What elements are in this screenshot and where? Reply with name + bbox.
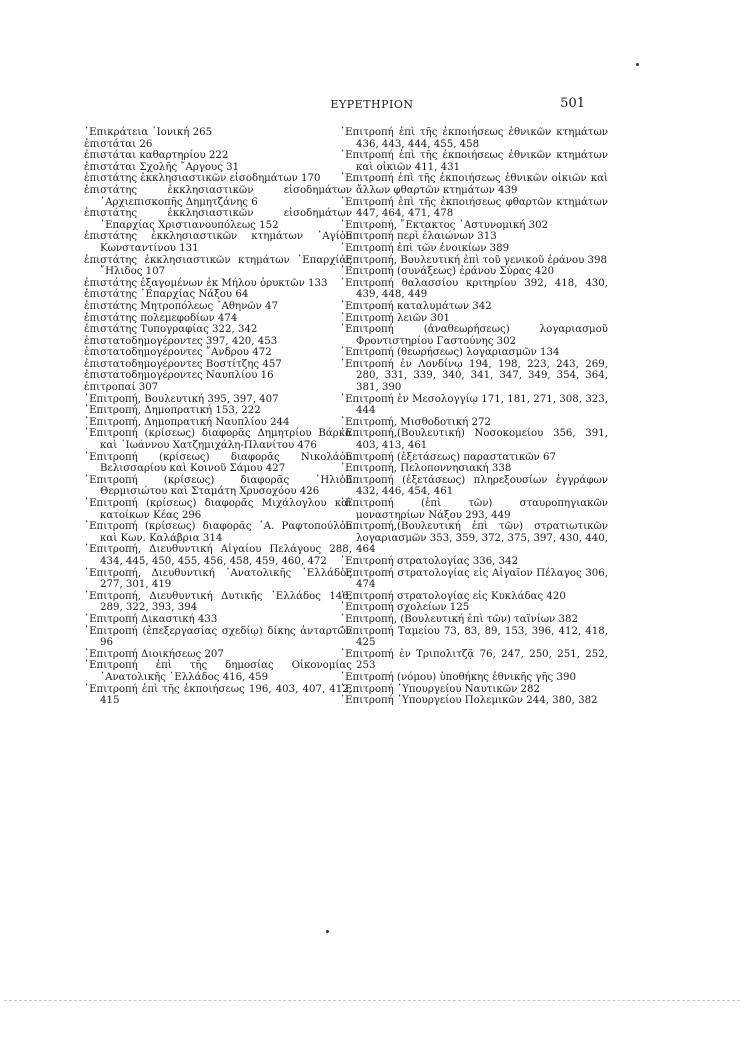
index-entry: ᾿Επιτροπή (θεωρήσεως) λογαριασμῶν 134	[340, 347, 560, 359]
index-entry: ᾿Επιτροπή, Πελοποννησιακή 338	[340, 463, 512, 475]
index-entry: ἐπιστατοδημογέροντες ῎Ανδρου 472	[84, 347, 272, 359]
index-entry: ᾿Επιτροπή Ταμείου 73, 83, 89, 153, 396, 412, 418, 425	[340, 625, 608, 649]
index-entry: ἐπιστάτης Τυπογραφίας 322, 342	[84, 324, 258, 336]
index-entry: ᾿Επιτροπή σχολείων 125	[340, 602, 470, 614]
index-entry: ἐπιστάται Σχολῆς ῎Αργους 31	[84, 161, 240, 173]
index-entry: ᾿Επιτροπή, Δημοπρατική Ναυπλίου 244	[84, 416, 290, 428]
index-entry: ᾿Επιτροπή,(Βουλευτική) Νοσοκομείου 356, 391, 403, 413, 461	[340, 428, 608, 452]
index-entry: ἐπιστάτης ἐκκλησιαστικῶν εἰσοδημάτων ᾿Επαρχίας Χριστιανουπόλεως 152	[84, 208, 352, 231]
index-entry: ᾿Επιτροπή, Διευθυντική Αἰγαίου Πελάγους 288, 434, 445, 450, 455, 456, 458, 459, 460, 472	[84, 544, 352, 567]
index-entry: ᾿Επιτροπή ῾Υπουργείου Πολεμικῶν 244, 380, 382	[340, 695, 598, 707]
index-entry: ᾿Επιτροπή (κρίσεως) διαφορᾶς Δημητρίου Βάρκα καὶ ᾿Ιωάννου Χατζημιχάλη-Πλανίτου 476	[84, 428, 352, 452]
index-entry: ᾿Επιτροπή ἐν Λονδίνῳ 194, 198, 223, 243, 269, 280, 331, 339, 340, 341, 347, 349, 354, 364, 381, 390	[340, 358, 608, 394]
index-entry: ᾿Επιτροπή, Διευθυντική ᾿Ανατολικῆς ῾Ελλάδος 277, 301, 419	[84, 567, 352, 591]
index-entry: ᾿Επιτροπή, Μισθοδοτική 272	[340, 416, 491, 428]
index-entry: ἐπιστάται 26	[84, 138, 153, 150]
index-entry: ἐπιστάτης ἐκκλησιαστικῶν κτημάτων ᾿Επαρχίας ῎Ηλιδος 107	[84, 254, 352, 278]
index-entry: ᾿Επιτροπή (κρίσεως) διαφορᾶς Μιχάλογλου καὶ κατοίκων Κέας 296	[84, 498, 352, 521]
index-entry: ᾿Επιτροπή (κρίσεως) διαφορᾶς Νικολάου Βελισσαρίου καὶ Κοινοῦ Σάμου 427	[84, 451, 352, 475]
page-header	[0, 96, 744, 116]
index-entry: ᾿Επιτροπή ἐπὶ τῆς δημοσίας Οἰκονομίας ᾿Ανατολικῆς ῾Ελλάδος 416, 459	[84, 660, 352, 683]
index-entry: ᾿Επιτροπή Διοικήσεως 207	[84, 648, 224, 660]
index-entry: ᾿Επιτροπή καταλυμάτων 342	[340, 300, 492, 312]
scan-edge-line	[4, 1000, 740, 1001]
index-entry: ᾿Επιτροπή, Βουλευτική 395, 397, 407	[84, 393, 279, 405]
index-entry: ἐπιτροπαί 307	[84, 382, 159, 394]
index-entry: ᾿Επιτροπή (νόμου) ὑποθήκης ἐθνικῆς γῆς 390	[340, 671, 576, 683]
index-entry: ἐπιστάτης ἐξαγομένων ἐκ Μήλου ὀρυκτῶν 133	[84, 277, 328, 289]
index-entry: ᾿Επιτροπή (ἀναθεωρήσεως) λογαριασμοῦ Φροντιστηρίου Γαστούνης 302	[340, 324, 608, 347]
index-entry: ἐπιστάτης ᾿Επαρχίας Νάξου 64	[84, 289, 249, 301]
page-number: 501	[560, 96, 585, 111]
index-entry: ᾿Επιτροπή (ἐπεξεργασίας σχεδίῳ) δίκης ἀνταρτῶν 96	[84, 625, 352, 649]
index-entry: ᾿Επιτροπή ἐπὶ τῆς ἐκποιήσεως ἐθνικῶν οἰκιῶν καὶ ἄλλων φθαρτῶν κτημάτων 439	[340, 173, 608, 196]
index-entry: ᾿Επιτροπή (ἐπὶ τῶν) σταυροπηγιακῶν μοναστηρίων Νάξου 293, 449	[340, 498, 608, 521]
index-entry: ἐπιστάτης Μητροπόλεως ᾿Αθηνῶν 47	[84, 300, 279, 312]
speck-mark	[326, 930, 329, 933]
index-entry: ᾿Επιτροπή, Διευθυντική Δυτικῆς ῾Ελλάδος 146, 289, 322, 393, 394	[84, 590, 352, 614]
index-entry: ᾿Επιτροπή (ἐξετάσεως) πληρεξουσίων ἐγγράφων 432, 446, 454, 461	[340, 474, 608, 498]
left-index-column	[84, 127, 352, 707]
index-entry: ἐπιστάτης ἐκκλησιαστικῶν εἰσοδημάτων 170	[84, 173, 321, 185]
index-entry: ᾿Επιτροπή, Βουλευτική ἐπὶ τοῦ γενικοῦ ἐράνου 398	[340, 254, 607, 266]
index-entry: ᾿Επιτροπή Δικαστική 433	[84, 613, 218, 625]
index-entry: ἐπιστατοδημογέροντες Ναυπλίου 16	[84, 370, 274, 382]
index-entry: ἐπιστατοδημογέροντες Βοστίτζης 457	[84, 358, 282, 370]
index-entry: ᾿Επιτροπή λειῶν 301	[340, 312, 450, 324]
index-entry: ᾿Επιτροπή ἐπὶ τῆς ἐκποιήσεως ἐθνικῶν κτημάτων καὶ οἰκιῶν 411, 431	[340, 150, 608, 173]
index-entry: ᾿Επικράτεια ᾿Ιονική 265	[84, 127, 213, 138]
index-entry: ᾿Επιτροπή ἐπὶ τῆς ἐκποιήσεως φθαρτῶν κτημάτων 447, 464, 471, 478	[340, 196, 608, 220]
index-entry: ἐπιστάται καθαρτηρίου 222	[84, 150, 229, 162]
index-entry: ἐπιστάτης ἐκκλησιαστικῶν κτημάτων ῾Αγίου Κωνσταντίνου 131	[84, 231, 352, 254]
index-entry: ἐπιστατοδημογέροντες 397, 420, 453	[84, 335, 278, 347]
index-entry: ᾿Επιτροπή (συνάξεως) ἐράνου Σύρας 420	[340, 266, 555, 278]
index-entry: ᾿Επιτροπή ἐπὶ τῆς ἐκποιήσεως ἐθνικῶν κτημάτων 436, 443, 444, 455, 458	[340, 127, 608, 150]
index-entry: ἐπιστάτης ἐκκλησιαστικῶν εἰσοδημάτων ᾿Αρχιεπισκοπῆς Δημητζάνης 6	[84, 184, 352, 208]
index-entry: ᾿Επιτροπή θαλασσίου κριτηρίου 392, 418, 430, 439, 448, 449	[340, 277, 608, 301]
index-entry: ᾿Επιτροπή (ἐξετάσεως) παραστατικῶν 67	[340, 451, 556, 463]
index-entry: ᾿Επιτροπή ῾Υπουργείου Ναυτικῶν 282	[340, 683, 540, 695]
index-entry: ᾿Επιτροπή ἐπὶ τῆς ἐκποιήσεως 196, 403, 407, 412, 415	[84, 683, 352, 707]
index-entry: ᾿Επιτροπή περὶ ἐλαιώνων 313	[340, 231, 497, 243]
index-entry: ᾿Επιτροπή ἐν Μεσολογγίῳ 171, 181, 271, 308, 323, 444	[340, 393, 608, 417]
index-entry: ᾿Επιτροπή (κρίσεως) διαφορᾶς ῾Ηλιοῦ Θερμισιώτου καὶ Σταμάτη Χρυσοχόου 426	[84, 474, 352, 498]
index-entry: ᾿Επιτροπή (κρίσεως) διαφορᾶς ᾿Α. Ραφτοπούλου καὶ Κων. Καλάβρια 314	[84, 521, 352, 544]
index-entry: ᾿Επιτροπή στρατολογίας 336, 342	[340, 555, 519, 567]
index-entry: ᾿Επιτροπή ἐν Τριπολιτζᾷ 76, 247, 250, 251, 252, 253	[340, 648, 608, 672]
index-entry: ᾿Επιτροπή, ῎Εκτακτος ᾿Αστυνομική 302	[340, 219, 549, 231]
index-entry: ᾿Επιτροπή, Δημοπρατική 153, 222	[84, 405, 261, 417]
index-entry: ἐπιστάτης πολεμεφοδίων 474	[84, 312, 238, 324]
speck-mark	[636, 63, 639, 66]
index-entry: ᾿Επιτροπή, (Βουλευτική ἐπὶ τῶν) ταϊνίων 382	[340, 613, 578, 625]
running-head-title: ΕΥΡΕΤΗΡΙΟΝ	[330, 98, 414, 111]
index-entry: ᾿Επιτροπή,(Βουλευτική ἐπὶ τῶν) στρατιωτικῶν λογαριασμῶν 353, 359, 372, 375, 397, 430, 440, 464	[340, 521, 608, 556]
index-entry: ᾿Επιτροπή ἐπὶ τῶν ἐνοικίων 389	[340, 242, 510, 254]
right-index-column	[340, 127, 608, 707]
index-entry: ᾿Επιτροπή στρατολογίας εἰς Κυκλάδας 420	[340, 590, 566, 602]
index-entry: ᾿Επιτροπή στρατολογίας εἰς Αἰγαῖον Πέλαγος 306, 474	[340, 567, 608, 591]
